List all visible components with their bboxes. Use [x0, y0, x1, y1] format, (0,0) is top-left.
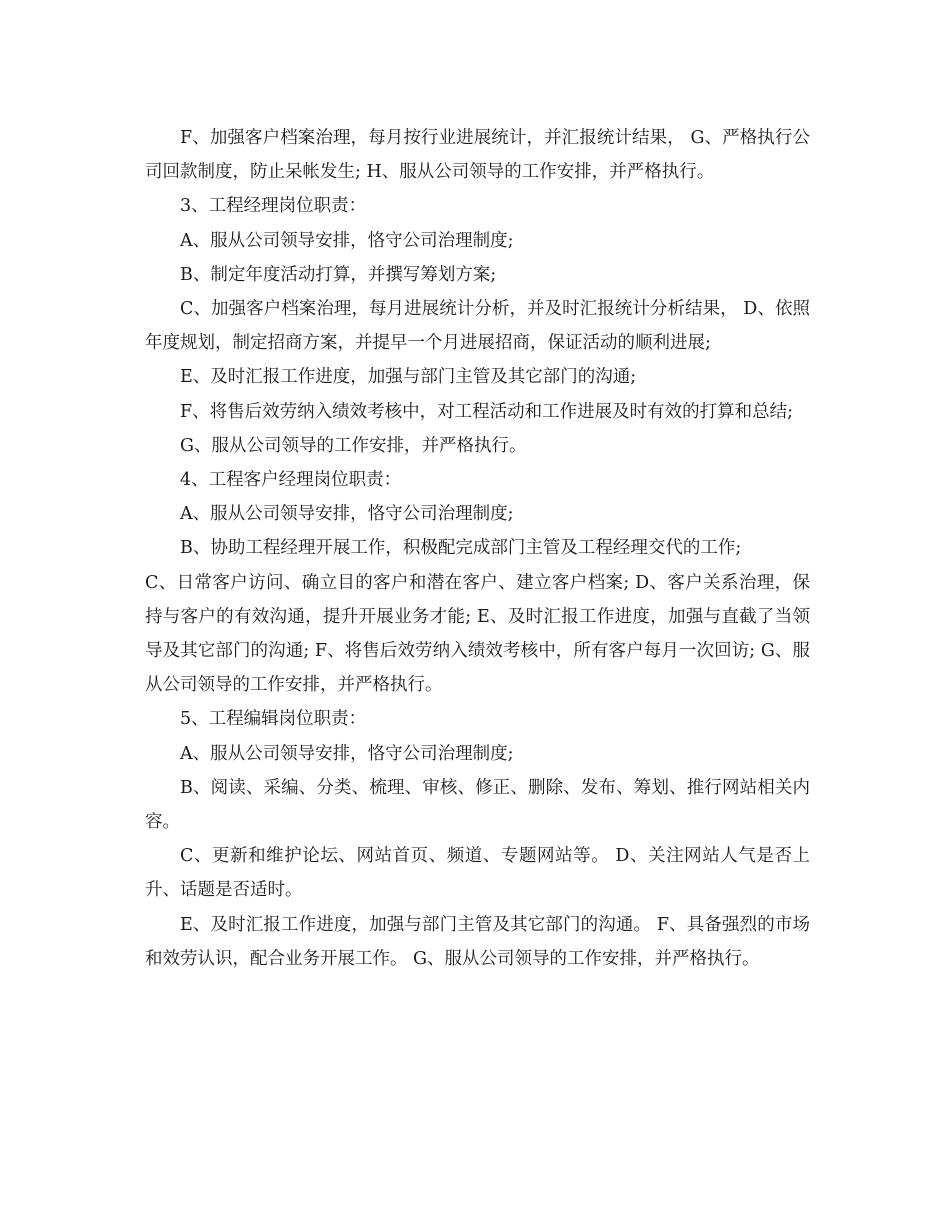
paragraph-7: F、将售后效劳纳入绩效考核中，对工程活动和工作进展及时有效的打算和总结;: [180, 401, 794, 422]
paragraph-16: C、更新和维护论坛、网站首页、频道、专题网站等。 D、关注网站人气是否上升、话题是否适时。: [145, 846, 810, 901]
paragraph-17: E、及时汇报工作进度，加强与部门主管及其它部门的沟通。 F、具备强烈的市场和效劳认识，配合业务开展工作。 G、服从公司领导的工作安排，并严格执行。: [145, 914, 810, 969]
paragraph-9: 4、工程客户经理岗位职责：: [180, 470, 402, 491]
paragraph-15: B、阅读、采编、分类、梳理、审核、修正、删除、发布、筹划、推行网站相关内容。: [145, 777, 810, 833]
paragraph-8: G、服从公司领导的工作安排，并严格执行。: [180, 435, 527, 456]
paragraph-4: B、制定年度活动打算，并撰写筹划方案;: [180, 264, 497, 285]
paragraph-5: C、加强客户档案治理，每月进展统计分析，并及时汇报统计分析结果， D、依照年度规划，制定招商方案，并提早一个月进展招商，保证活动的顺利进展;: [145, 299, 810, 354]
paragraph-11: B、协助工程经理开展工作，积极配完成部门主管及工程经理交代的工作;: [180, 538, 742, 559]
paragraph-12: C、日常客户访问、确立目的客户和潜在客户、建立客户档案; D、客户关系治理，保持与客户的有效沟通，提升开展业务才能; E、及时汇报工作进度，加强与直截了当领导及其它部门的沟通; F、将售后效劳纳入绩效考核中，所有客户每月一次回访; G、服从公司领导的工作安排，并严格执行。: [145, 572, 810, 696]
paragraph-1: F、加强客户档案治理，每月按行业进展统计，并汇报统计结果， G、严格执行公司回款制度，防止呆帐发生; H、服从公司领导的工作安排，并严格执行。: [145, 128, 810, 183]
document-body: [145, 121, 810, 976]
paragraph-2: 3、工程经理岗位职责：: [180, 196, 367, 217]
paragraph-14: A、服从公司领导安排，恪守公司治理制度;: [180, 743, 514, 764]
paragraph-10: A、服从公司领导安排，恪守公司治理制度;: [180, 504, 514, 525]
paragraph-6: E、及时汇报工作进度，加强与部门主管及其它部门的沟通;: [180, 367, 637, 388]
paragraph-13: 5、工程编辑岗位职责：: [180, 709, 367, 730]
paragraph-3: A、服从公司领导安排，恪守公司治理制度;: [180, 230, 514, 251]
